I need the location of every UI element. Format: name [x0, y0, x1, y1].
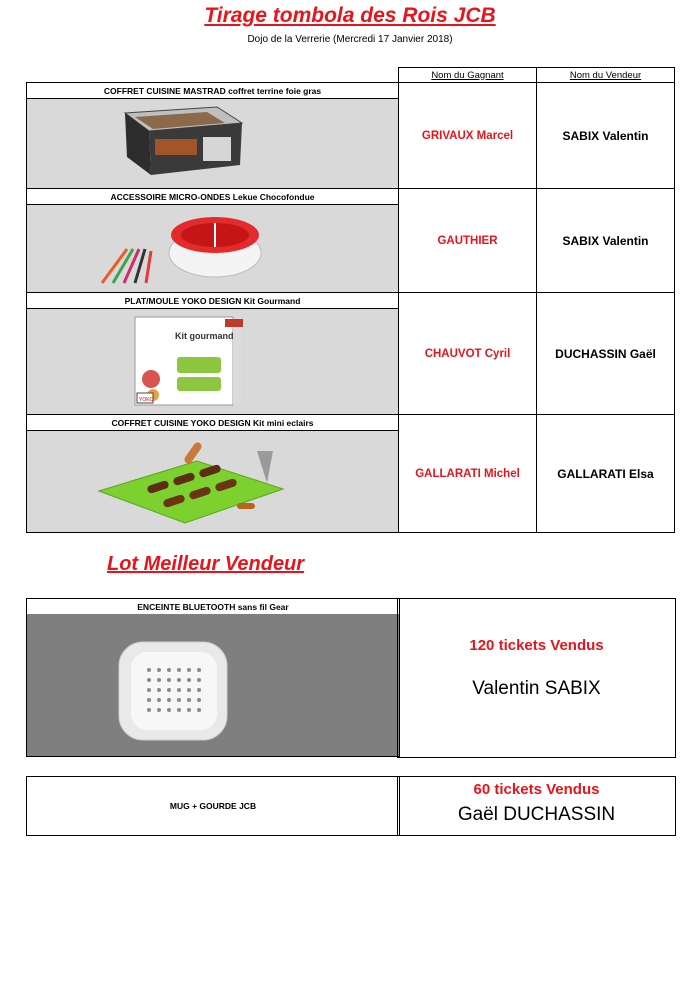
page-title: Tirage tombola des Rois JCB — [204, 4, 496, 27]
best-seller-name: Valentin SABIX — [472, 678, 601, 699]
seller-name: DUCHASSIN Gaël — [537, 293, 675, 415]
box-brand-text: YOKO — [139, 397, 154, 403]
lot-name: COFFRET CUISINE YOKO DESIGN Kit mini eclairs — [27, 415, 399, 431]
seller-name: SABIX Valentin — [537, 83, 675, 189]
lot-name: ENCEINTE BLUETOOTH sans fil Gear — [137, 602, 289, 612]
eclair-mold-icon — [27, 431, 399, 527]
lot-name: PLAT/MOULE YOKO DESIGN Kit Gourmand — [27, 293, 399, 309]
terrine-box-icon — [27, 99, 399, 183]
best-seller-tickets: 120 tickets Vendus — [469, 637, 604, 654]
second-name: Gaël DUCHASSIN — [457, 804, 616, 825]
lot-image-yoko-kit — [27, 309, 399, 415]
second-tickets: 60 tickets Vendus — [473, 781, 600, 798]
second-result-cell — [397, 776, 676, 836]
best-seller-heading: Lot Meilleur Vendeur — [107, 553, 305, 575]
lot-image-lekue — [27, 205, 399, 293]
seller-name: SABIX Valentin — [537, 189, 675, 293]
lot-name: COFFRET CUISINE MASTRAD coffret terrine foie gras — [27, 83, 399, 99]
second-lot-cell — [26, 776, 400, 836]
header-seller: Nom du Vendeur — [537, 68, 675, 83]
winner-name: GALLARATI Michel — [399, 415, 537, 533]
seller-name: GALLARATI Elsa — [537, 415, 675, 533]
winner-name: GAUTHIER — [399, 189, 537, 293]
best-seller-image — [26, 614, 400, 757]
lot-name: MUG + GOURDE JCB — [169, 801, 257, 811]
bluetooth-speaker-icon — [27, 614, 399, 756]
winner-name: GRIVAUX Marcel — [399, 83, 537, 189]
header-winner: Nom du Gagnant — [399, 68, 537, 83]
box-label-text: Kit gourmand — [175, 331, 234, 341]
winner-name: CHAUVOT Cyril — [399, 293, 537, 415]
page-subtitle: Dojo de la Verrerie (Mercredi 17 Janvier 2018) — [247, 34, 453, 45]
lot-image-mastrad — [27, 99, 399, 189]
best-seller-result-cell — [397, 598, 676, 758]
chocofondue-icon — [27, 205, 399, 287]
kit-gourmand-box-icon — [27, 309, 399, 409]
lot-name: ACCESSOIRE MICRO-ONDES Lekue Chocofondue — [27, 189, 399, 205]
draw-results-table — [26, 67, 675, 533]
lot-image-mini-eclairs — [27, 431, 399, 533]
